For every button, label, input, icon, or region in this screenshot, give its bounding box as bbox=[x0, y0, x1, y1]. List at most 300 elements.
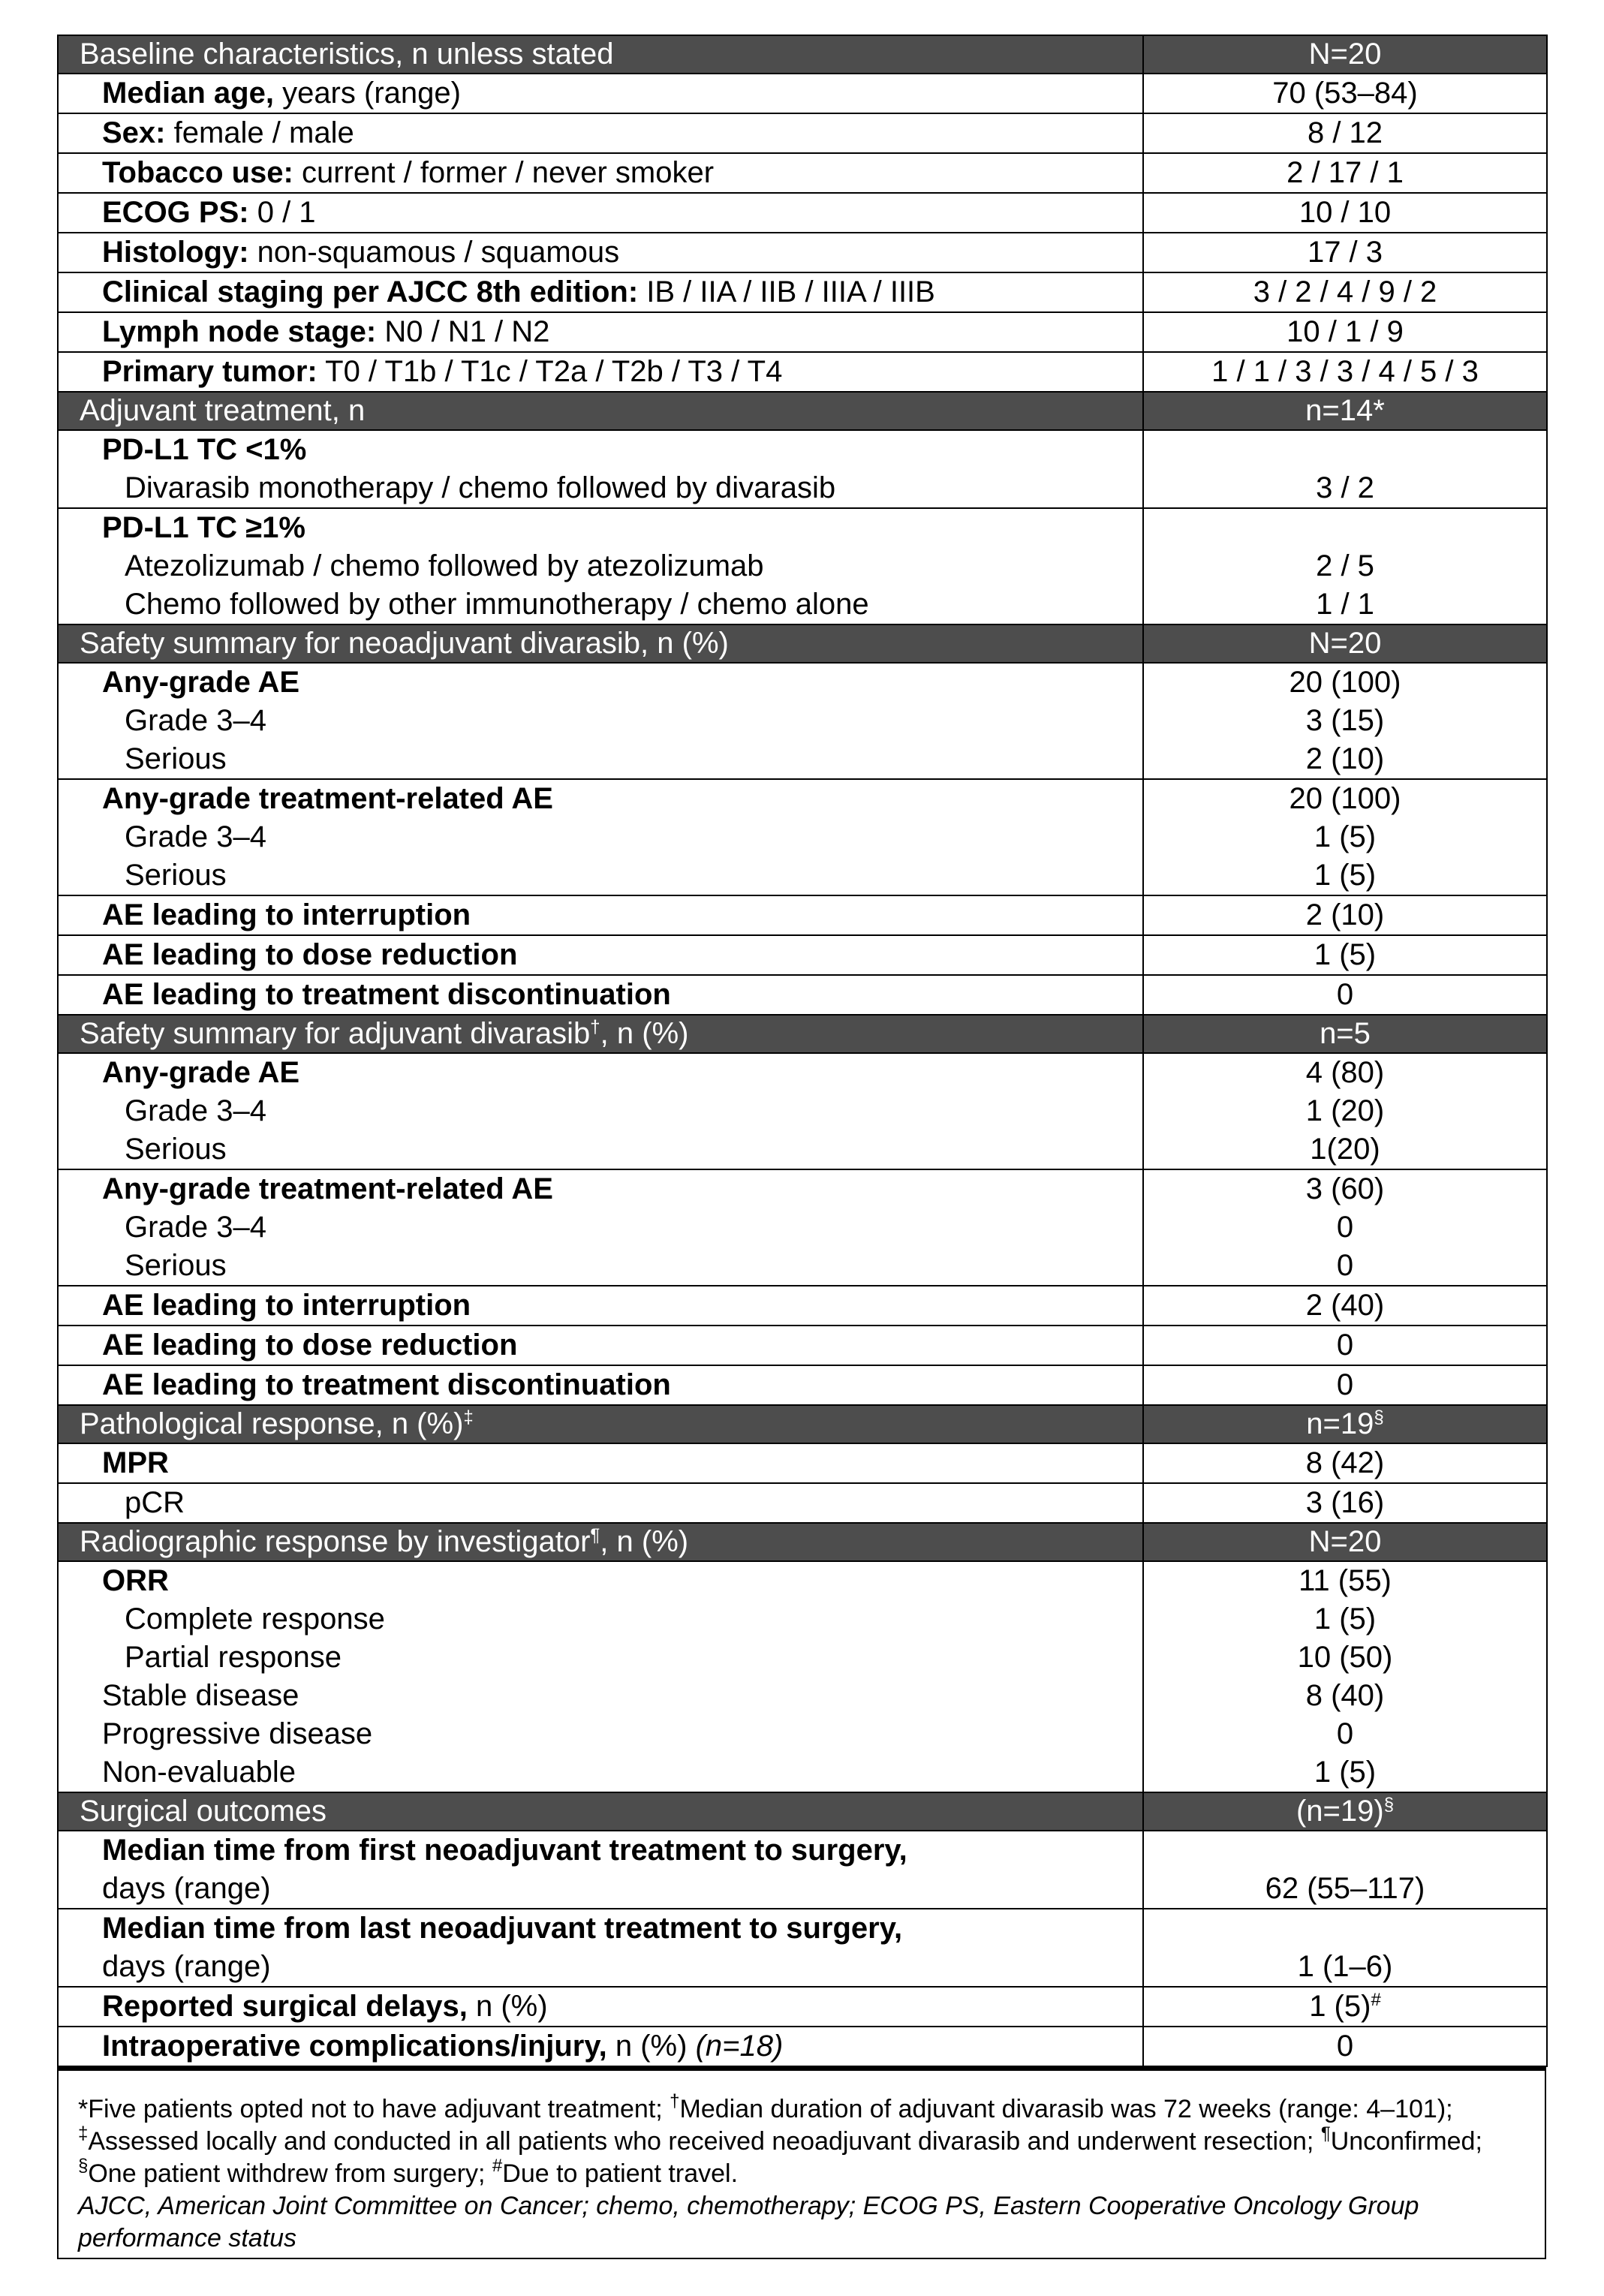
row-value-cell bbox=[1143, 74, 1547, 113]
row-label-line bbox=[59, 896, 1142, 934]
footnote-mark: ¶ bbox=[590, 1525, 600, 1545]
section-header-label bbox=[58, 392, 1143, 430]
table-row bbox=[58, 975, 1547, 1015]
row-label-cell bbox=[58, 153, 1143, 193]
section-header-row bbox=[58, 624, 1547, 663]
section-title: Adjuvant treatment, n bbox=[80, 394, 366, 427]
label-segment: Non-evaluable bbox=[102, 1756, 296, 1789]
row-value bbox=[1144, 194, 1546, 232]
value-text: 8 (40) bbox=[1305, 1679, 1385, 1712]
row-value bbox=[1144, 896, 1546, 934]
row-label-line bbox=[59, 936, 1142, 974]
section-header-label bbox=[58, 35, 1143, 74]
table-row bbox=[58, 430, 1547, 508]
footnote-mark: § bbox=[1374, 1407, 1384, 1428]
row-label-line bbox=[59, 194, 1142, 232]
row-label-line bbox=[59, 1484, 1142, 1522]
value-text: 10 / 1 / 9 bbox=[1287, 315, 1404, 348]
label-segment: days (range) bbox=[102, 1950, 271, 1983]
footnote-mark: # bbox=[1371, 1990, 1381, 2010]
value-text: 8 / 12 bbox=[1307, 116, 1383, 149]
footnote-segment: Assessed locally and conducted in all patients who received neoadjuvant divarasib and underwent resection; bbox=[88, 2127, 1321, 2156]
footnote-segment: Unconfirmed; bbox=[1330, 2127, 1482, 2156]
label-segment: Grade 3–4 bbox=[125, 1211, 267, 1244]
value-text: 0 bbox=[1336, 1368, 1354, 1401]
value-text: 0 bbox=[1336, 978, 1354, 1011]
footnote-segment: One patient withdrew from surgery; bbox=[88, 2159, 492, 2188]
row-value bbox=[1144, 353, 1546, 391]
row-label-cell bbox=[58, 1365, 1143, 1405]
label-segment: non-squamous / squamous bbox=[248, 236, 620, 269]
value-text: 8 (42) bbox=[1305, 1446, 1385, 1479]
label-segment: Median time from first neoadjuvant treatment to surgery, bbox=[102, 1834, 907, 1867]
table-row bbox=[58, 312, 1547, 352]
row-label-line bbox=[59, 154, 1142, 192]
footnote-mark: # bbox=[492, 2156, 503, 2176]
section-header-row bbox=[58, 1523, 1547, 1561]
row-value bbox=[1144, 1677, 1546, 1715]
table-row bbox=[58, 193, 1547, 233]
value-text: 0 bbox=[1336, 1211, 1354, 1244]
row-label-line bbox=[59, 1326, 1142, 1365]
label-segment: Complete response bbox=[125, 1602, 385, 1635]
section-title: Baseline characteristics, n unless stated bbox=[80, 38, 614, 71]
value-text bbox=[1341, 1834, 1349, 1867]
value-text: 17 / 3 bbox=[1307, 236, 1383, 269]
value-text: 1 (5) bbox=[1314, 859, 1377, 892]
value-text: 20 (100) bbox=[1289, 666, 1401, 699]
value-text: 1 (5) bbox=[1314, 1602, 1377, 1635]
label-segment: Divarasib monotherapy / chemo followed by divarasib bbox=[125, 471, 836, 504]
value-text: 2 / 5 bbox=[1316, 549, 1374, 582]
row-label-line bbox=[59, 664, 1142, 702]
row-label-line bbox=[59, 740, 1142, 778]
label-segment: Grade 3–4 bbox=[125, 820, 267, 853]
section-n-value: (n=19) bbox=[1296, 1795, 1384, 1828]
row-label-line bbox=[59, 1130, 1142, 1169]
footnote-mark: ‡ bbox=[78, 2123, 89, 2144]
table-row bbox=[58, 1443, 1547, 1483]
label-segment: 0 / 1 bbox=[248, 196, 316, 229]
label-segment: Sex: bbox=[102, 116, 166, 149]
row-value-cell bbox=[1143, 1169, 1547, 1286]
row-value bbox=[1144, 702, 1546, 740]
row-label-line bbox=[59, 1870, 1142, 1908]
row-value bbox=[1144, 1484, 1546, 1522]
row-value bbox=[1144, 856, 1546, 895]
label-segment: AE leading to dose reduction bbox=[102, 1329, 518, 1362]
row-value bbox=[1144, 1208, 1546, 1247]
section-header-label bbox=[58, 1523, 1143, 1561]
value-text: 1 (5) bbox=[1314, 938, 1377, 971]
label-segment: n (%) bbox=[606, 2030, 696, 2063]
label-segment: Any-grade AE bbox=[102, 666, 300, 699]
row-value bbox=[1144, 154, 1546, 192]
row-value bbox=[1144, 780, 1546, 818]
label-segment: Median age, bbox=[102, 77, 274, 110]
value-text: 3 / 2 / 4 / 9 / 2 bbox=[1253, 275, 1437, 308]
section-n-value: n=19 bbox=[1306, 1407, 1374, 1440]
footnote-mark: § bbox=[78, 2156, 89, 2176]
row-label-cell bbox=[58, 74, 1143, 113]
table-row bbox=[58, 1326, 1547, 1365]
section-header-n bbox=[1143, 392, 1547, 430]
value-text: 1 (5) bbox=[1314, 1756, 1377, 1789]
row-label-cell bbox=[58, 1909, 1143, 1987]
row-value bbox=[1144, 1988, 1546, 2026]
table-row bbox=[58, 1909, 1547, 1987]
row-value-cell bbox=[1143, 1987, 1547, 2027]
table-row bbox=[58, 779, 1547, 895]
row-label-cell bbox=[58, 935, 1143, 975]
row-label-line bbox=[59, 1948, 1142, 1986]
value-text: 1(20) bbox=[1310, 1133, 1380, 1166]
row-label-cell bbox=[58, 895, 1143, 935]
row-value-cell bbox=[1143, 1831, 1547, 1909]
label-segment: current / former / never smoker bbox=[293, 156, 715, 189]
section-n-value: n=14* bbox=[1305, 394, 1385, 427]
footnote-segment: Median duration of adjuvant divarasib was 72 weeks (range: 4–101); bbox=[679, 2095, 1453, 2123]
label-segment: Grade 3–4 bbox=[125, 704, 267, 737]
row-label-line bbox=[59, 1054, 1142, 1092]
value-text: 0 bbox=[1336, 1717, 1354, 1750]
row-value bbox=[1144, 233, 1546, 272]
label-segment: Histology: bbox=[102, 236, 249, 269]
row-label-line bbox=[59, 353, 1142, 391]
row-label-line bbox=[59, 1638, 1142, 1677]
row-value-cell bbox=[1143, 2027, 1547, 2066]
row-value-cell bbox=[1143, 508, 1547, 624]
value-text: 70 (53–84) bbox=[1272, 77, 1418, 110]
row-label-cell bbox=[58, 779, 1143, 895]
row-label-line bbox=[59, 1753, 1142, 1792]
row-value bbox=[1144, 1753, 1546, 1792]
row-value bbox=[1144, 585, 1546, 624]
row-label-line bbox=[59, 818, 1142, 856]
row-label-line bbox=[59, 1366, 1142, 1404]
row-value bbox=[1144, 469, 1546, 507]
section-header-label bbox=[58, 624, 1143, 663]
section-header-n bbox=[1143, 1015, 1547, 1053]
label-segment: Intraoperative complications/injury, bbox=[102, 2030, 607, 2063]
label-segment: PD-L1 TC <1% bbox=[102, 433, 307, 466]
label-segment: AE leading to treatment discontinuation bbox=[102, 978, 671, 1011]
row-value-cell bbox=[1143, 312, 1547, 352]
row-value-cell bbox=[1143, 1483, 1547, 1523]
row-value-cell bbox=[1143, 895, 1547, 935]
label-segment: Progressive disease bbox=[102, 1717, 373, 1750]
table-row bbox=[58, 1987, 1547, 2027]
row-value-cell bbox=[1143, 430, 1547, 508]
section-header-row bbox=[58, 1015, 1547, 1053]
section-n-value: N=20 bbox=[1308, 38, 1382, 71]
label-segment: Any-grade treatment-related AE bbox=[102, 1172, 553, 1205]
label-segment: Tobacco use: bbox=[102, 156, 293, 189]
row-value-cell bbox=[1143, 1561, 1547, 1792]
value-text: 4 (80) bbox=[1305, 1056, 1385, 1089]
row-label-line bbox=[59, 1677, 1142, 1715]
row-value-cell bbox=[1143, 1365, 1547, 1405]
value-text: 0 bbox=[1336, 2030, 1354, 2063]
label-segment: MPR bbox=[102, 1446, 169, 1479]
value-text bbox=[1341, 511, 1349, 544]
value-text bbox=[1341, 1912, 1349, 1945]
row-value bbox=[1144, 273, 1546, 311]
table-row bbox=[58, 1831, 1547, 1909]
row-label-line bbox=[59, 273, 1142, 311]
label-segment: IB / IIA / IIB / IIIA / IIIB bbox=[638, 275, 935, 308]
value-text: 2 (10) bbox=[1305, 742, 1385, 775]
label-segment: N0 / N1 / N2 bbox=[376, 315, 550, 348]
value-text: 2 / 17 / 1 bbox=[1287, 156, 1404, 189]
row-value-cell bbox=[1143, 975, 1547, 1015]
table-row bbox=[58, 508, 1547, 624]
results-table bbox=[57, 35, 1548, 2067]
table-row bbox=[58, 1169, 1547, 1286]
label-segment: Partial response bbox=[125, 1641, 342, 1674]
row-value bbox=[1144, 818, 1546, 856]
row-label-line bbox=[59, 780, 1142, 818]
row-label-line bbox=[59, 1600, 1142, 1638]
label-segment: AE leading to treatment discontinuation bbox=[102, 1368, 671, 1401]
value-text: 62 (55–117) bbox=[1265, 1872, 1425, 1905]
row-label-cell bbox=[58, 1169, 1143, 1286]
label-segment: Reported surgical delays, bbox=[102, 1990, 468, 2023]
section-n-value: N=20 bbox=[1308, 627, 1382, 660]
section-header-n bbox=[1143, 1405, 1547, 1443]
label-segment: Any-grade treatment-related AE bbox=[102, 782, 553, 815]
label-segment: ECOG PS: bbox=[102, 196, 249, 229]
row-value bbox=[1144, 2027, 1546, 2066]
row-value-cell bbox=[1143, 1909, 1547, 1987]
section-title-tail: , n (%) bbox=[600, 1525, 689, 1558]
row-value-cell bbox=[1143, 1286, 1547, 1326]
row-label-cell bbox=[58, 1483, 1143, 1523]
row-label-cell bbox=[58, 193, 1143, 233]
label-segment: PD-L1 TC ≥1% bbox=[102, 511, 305, 544]
value-text: 20 (100) bbox=[1289, 782, 1401, 815]
row-label-line bbox=[59, 1988, 1142, 2026]
label-segment: Stable disease bbox=[102, 1679, 299, 1712]
label-segment: Atezolizumab / chemo followed by atezolizumab bbox=[125, 549, 764, 582]
value-text: 1 (20) bbox=[1305, 1094, 1385, 1127]
section-header-n bbox=[1143, 35, 1547, 74]
row-value bbox=[1144, 1948, 1546, 1986]
row-label-cell bbox=[58, 233, 1143, 272]
footnote-segment: *Five patients opted not to have adjuvant treatment; bbox=[78, 2095, 670, 2123]
row-label-line bbox=[59, 1715, 1142, 1753]
table-row bbox=[58, 352, 1547, 392]
row-label-line bbox=[59, 547, 1142, 585]
value-text: 1 / 1 / 3 / 3 / 4 / 5 / 3 bbox=[1211, 355, 1479, 388]
footnotes bbox=[57, 2067, 1546, 2259]
row-label-line bbox=[59, 702, 1142, 740]
row-label-cell bbox=[58, 1326, 1143, 1365]
row-value bbox=[1144, 1286, 1546, 1325]
table-row bbox=[58, 233, 1547, 272]
table-row bbox=[58, 895, 1547, 935]
section-n-value: N=20 bbox=[1308, 1525, 1382, 1558]
section-header-n bbox=[1143, 1523, 1547, 1561]
section-header-label bbox=[58, 1015, 1143, 1053]
value-text bbox=[1341, 433, 1349, 466]
row-value bbox=[1144, 1638, 1546, 1677]
value-text: 11 (55) bbox=[1299, 1564, 1392, 1597]
row-label-cell bbox=[58, 113, 1143, 153]
label-segment: Any-grade AE bbox=[102, 1056, 300, 1089]
row-label-line bbox=[59, 1170, 1142, 1208]
label-segment: Grade 3–4 bbox=[125, 1094, 267, 1127]
table-row bbox=[58, 74, 1547, 113]
value-text: 3 / 2 bbox=[1316, 471, 1374, 504]
section-title: Pathological response, n (%) bbox=[80, 1407, 464, 1440]
row-label-line bbox=[59, 1562, 1142, 1600]
table-row bbox=[58, 272, 1547, 312]
value-text: 0 bbox=[1336, 1249, 1354, 1282]
row-label-line bbox=[59, 74, 1142, 113]
row-value bbox=[1144, 1130, 1546, 1169]
footnote-mark: ‡ bbox=[463, 1407, 474, 1428]
section-title: Radiographic response by investigator bbox=[80, 1525, 591, 1558]
row-value bbox=[1144, 936, 1546, 974]
row-value bbox=[1144, 313, 1546, 351]
row-value bbox=[1144, 1170, 1546, 1208]
row-label-line bbox=[59, 1286, 1142, 1325]
row-label-line bbox=[59, 431, 1142, 469]
label-segment: AE leading to interruption bbox=[102, 898, 471, 931]
row-value bbox=[1144, 1562, 1546, 1600]
row-value-cell bbox=[1143, 193, 1547, 233]
row-value-cell bbox=[1143, 352, 1547, 392]
value-text: 3 (16) bbox=[1305, 1486, 1385, 1519]
row-value bbox=[1144, 1909, 1546, 1948]
label-segment: Serious bbox=[125, 859, 227, 892]
table-row bbox=[58, 1561, 1547, 1792]
row-value-cell bbox=[1143, 233, 1547, 272]
value-text: 2 (10) bbox=[1305, 898, 1385, 931]
row-value bbox=[1144, 114, 1546, 152]
row-label-line bbox=[59, 1208, 1142, 1247]
row-label-cell bbox=[58, 1443, 1143, 1483]
value-text: 2 (40) bbox=[1305, 1289, 1385, 1322]
value-text: 3 (60) bbox=[1305, 1172, 1385, 1205]
section-header-row bbox=[58, 1405, 1547, 1443]
footnote-segment: Due to patient travel. bbox=[502, 2159, 739, 2188]
row-value bbox=[1144, 976, 1546, 1014]
label-segment: Chemo followed by other immunotherapy / chemo alone bbox=[125, 588, 869, 621]
row-label-line bbox=[59, 976, 1142, 1014]
label-segment: ORR bbox=[102, 1564, 169, 1597]
row-value bbox=[1144, 740, 1546, 778]
section-header-row bbox=[58, 35, 1547, 74]
row-label-cell bbox=[58, 1831, 1143, 1909]
row-value-cell bbox=[1143, 113, 1547, 153]
footnote-mark: † bbox=[670, 2091, 680, 2111]
row-label-cell bbox=[58, 508, 1143, 624]
row-value bbox=[1144, 74, 1546, 113]
table-row bbox=[58, 935, 1547, 975]
row-label-line bbox=[59, 1444, 1142, 1482]
table-row bbox=[58, 1053, 1547, 1169]
row-label-line bbox=[59, 1831, 1142, 1870]
row-value bbox=[1144, 1054, 1546, 1092]
table-row bbox=[58, 113, 1547, 153]
row-value-cell bbox=[1143, 779, 1547, 895]
row-label-line bbox=[59, 585, 1142, 624]
value-text: 1 (5) bbox=[1314, 820, 1377, 853]
label-segment: Serious bbox=[125, 1133, 227, 1166]
table-row bbox=[58, 1483, 1547, 1523]
value-text: 1 (5) bbox=[1309, 1990, 1371, 2023]
section-header-n bbox=[1143, 624, 1547, 663]
results-table-document bbox=[57, 35, 1546, 2259]
row-label-line bbox=[59, 313, 1142, 351]
label-segment: Serious bbox=[125, 1249, 227, 1282]
footnote-mark: ¶ bbox=[1320, 2123, 1331, 2144]
row-label-line bbox=[59, 114, 1142, 152]
row-label-cell bbox=[58, 272, 1143, 312]
row-label-cell bbox=[58, 352, 1143, 392]
row-value-cell bbox=[1143, 153, 1547, 193]
value-text: 1 (1–6) bbox=[1297, 1950, 1393, 1983]
label-segment: n (%) bbox=[467, 1990, 548, 2023]
row-value bbox=[1144, 1444, 1546, 1482]
row-label-line bbox=[59, 2027, 1142, 2066]
row-label-line bbox=[59, 1909, 1142, 1948]
label-segment: Primary tumor: bbox=[102, 355, 317, 388]
row-label-cell bbox=[58, 975, 1143, 1015]
label-segment: AE leading to dose reduction bbox=[102, 938, 518, 971]
footnote-mark: † bbox=[590, 1017, 600, 1037]
label-segment: T0 / T1b / T1c / T2a / T2b / T3 / T4 bbox=[317, 355, 783, 388]
footnote-mark: § bbox=[1383, 1795, 1395, 1815]
label-segment: AE leading to interruption bbox=[102, 1289, 471, 1322]
value-text: 10 (50) bbox=[1297, 1641, 1393, 1674]
section-header-label bbox=[58, 1792, 1143, 1831]
footnote-text bbox=[78, 2093, 1524, 2190]
table-row bbox=[58, 2027, 1547, 2066]
value-text: 1 / 1 bbox=[1316, 588, 1374, 621]
row-value-cell bbox=[1143, 1326, 1547, 1365]
row-value bbox=[1144, 509, 1546, 547]
section-header-label bbox=[58, 1405, 1143, 1443]
label-segment: pCR bbox=[125, 1486, 185, 1519]
table-row bbox=[58, 153, 1547, 193]
row-label-cell bbox=[58, 663, 1143, 779]
row-label-cell bbox=[58, 1286, 1143, 1326]
row-value bbox=[1144, 664, 1546, 702]
section-header-row bbox=[58, 1792, 1547, 1831]
section-n-value: n=5 bbox=[1320, 1017, 1371, 1050]
row-value-cell bbox=[1143, 1443, 1547, 1483]
section-header-n bbox=[1143, 1792, 1547, 1831]
row-label-cell bbox=[58, 1561, 1143, 1792]
row-label-line bbox=[59, 509, 1142, 547]
value-text: 10 / 10 bbox=[1299, 196, 1392, 229]
row-label-cell bbox=[58, 312, 1143, 352]
row-value bbox=[1144, 1247, 1546, 1285]
row-value bbox=[1144, 1326, 1546, 1365]
row-label-line bbox=[59, 1247, 1142, 1285]
label-segment: years (range) bbox=[273, 77, 461, 110]
section-title-tail: , n (%) bbox=[600, 1017, 689, 1050]
label-segment: days (range) bbox=[102, 1872, 271, 1905]
row-label-cell bbox=[58, 1987, 1143, 2027]
row-label-line bbox=[59, 856, 1142, 895]
row-value bbox=[1144, 1366, 1546, 1404]
table-row bbox=[58, 663, 1547, 779]
section-title: Safety summary for adjuvant divarasib bbox=[80, 1017, 591, 1050]
